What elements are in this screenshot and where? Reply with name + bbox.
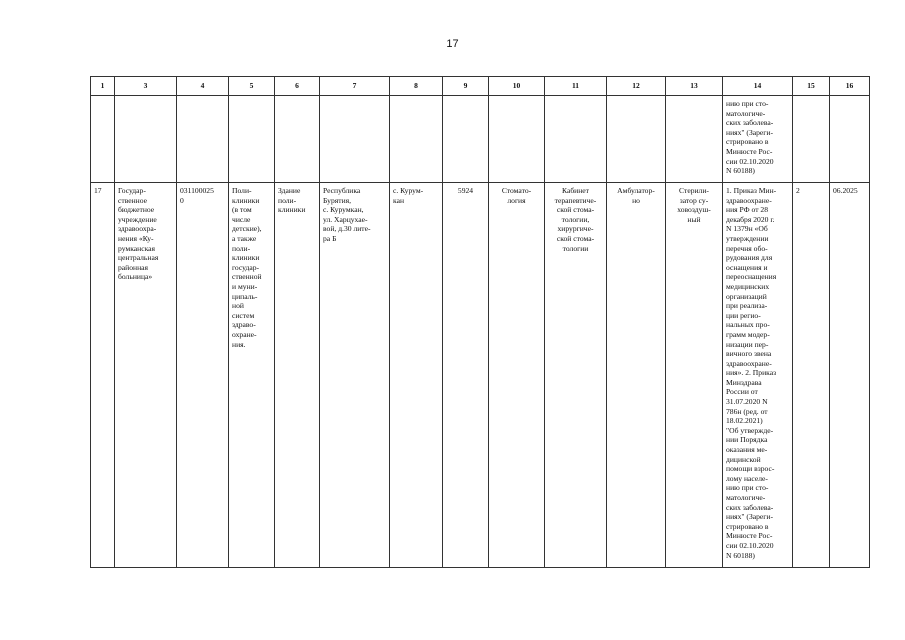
column-header: 14 (723, 77, 793, 96)
table-cell (793, 96, 830, 183)
column-header: 11 (545, 77, 607, 96)
date-cell: 06.2025 (830, 183, 870, 568)
column-header: 16 (830, 77, 870, 96)
column-header: 5 (229, 77, 275, 96)
page-number: 17 (446, 38, 459, 50)
table-cell (666, 96, 723, 183)
table-row-continuation (91, 96, 870, 183)
regulation-cell-continued: нию при сто- матологиче- ских заболева- ниях" (Зареги- стрировано в Минюсте Рос- сии 02.10.2020 N 60188) (723, 96, 793, 183)
row-number-cell: 17 (91, 183, 115, 568)
institution-type-cell: Поли- клиники (в том числе детские), а также поли- клиники государ- ственной и муни- ципаль- ной систем здраво- охране- ния. (229, 183, 275, 568)
care-form-cell: Амбулатор- но (607, 183, 666, 568)
table-cell (177, 96, 229, 183)
equipment-cell: Стерили- затор су- ховоздуш- ный (666, 183, 723, 568)
organization-cell: Государ- ственное бюджетное учреждение здравоохра- нения «Ку- румканская центральная районная больница» (115, 183, 177, 568)
column-header: 1 (91, 77, 115, 96)
quantity-cell: 2 (793, 183, 830, 568)
table-cell (545, 96, 607, 183)
column-header: 7 (320, 77, 390, 96)
table-cell (91, 96, 115, 183)
table-cell (229, 96, 275, 183)
table-cell (607, 96, 666, 183)
header-row (91, 77, 870, 96)
profile-cell: Стомато- логия (489, 183, 545, 568)
table-cell (390, 96, 443, 183)
column-header: 4 (177, 77, 229, 96)
column-header: 10 (489, 77, 545, 96)
column-header: 9 (443, 77, 489, 96)
table-cell (443, 96, 489, 183)
column-header: 3 (115, 77, 177, 96)
column-header: 12 (607, 77, 666, 96)
locality-cell: с. Курум- кан (390, 183, 443, 568)
regulation-cell: 1. Приказ Мин- здравоохране- ния РФ от 28 декабря 2020 г. N 1379н «Об утверждении перечня обо- рудования для оснащения и переоснащения медицинских организаций при реализа- ции регио- нальных про- грамм модер- низации пер- вичного звена здравоохране- ния». 2. Приказ Минздрава России от 31.07.2020 N 786н (ред. от 18.02.2021) "Об утвержде- нии Порядка оказания ме- дицинской помощи взрос- лому населе- нию при сто- матологиче- ских заболева- ниях" (Зареги- стрировано в Минюсте Рос- сии 02.10.2020 N 60188) (723, 183, 793, 568)
cabinet-cell: Кабинет терапевтиче- ской стома- тологии, хирургиче- ской стома- тологии (545, 183, 607, 568)
table-cell (320, 96, 390, 183)
table-cell (275, 96, 320, 183)
address-cell: Республика Бурятия, с. Курумкан, ул. Харцухае- вой, д.30 лите- ра Б (320, 183, 390, 568)
column-header: 15 (793, 77, 830, 96)
building-cell: Здание поли- клиники (275, 183, 320, 568)
equipment-table (90, 76, 870, 568)
column-header: 8 (390, 77, 443, 96)
population-cell: 5924 (443, 183, 489, 568)
table-row (91, 183, 870, 568)
column-header: 13 (666, 77, 723, 96)
table-cell (489, 96, 545, 183)
table-cell (115, 96, 177, 183)
column-header: 6 (275, 77, 320, 96)
table-cell (830, 96, 870, 183)
code-cell: 031100025 0 (177, 183, 229, 568)
